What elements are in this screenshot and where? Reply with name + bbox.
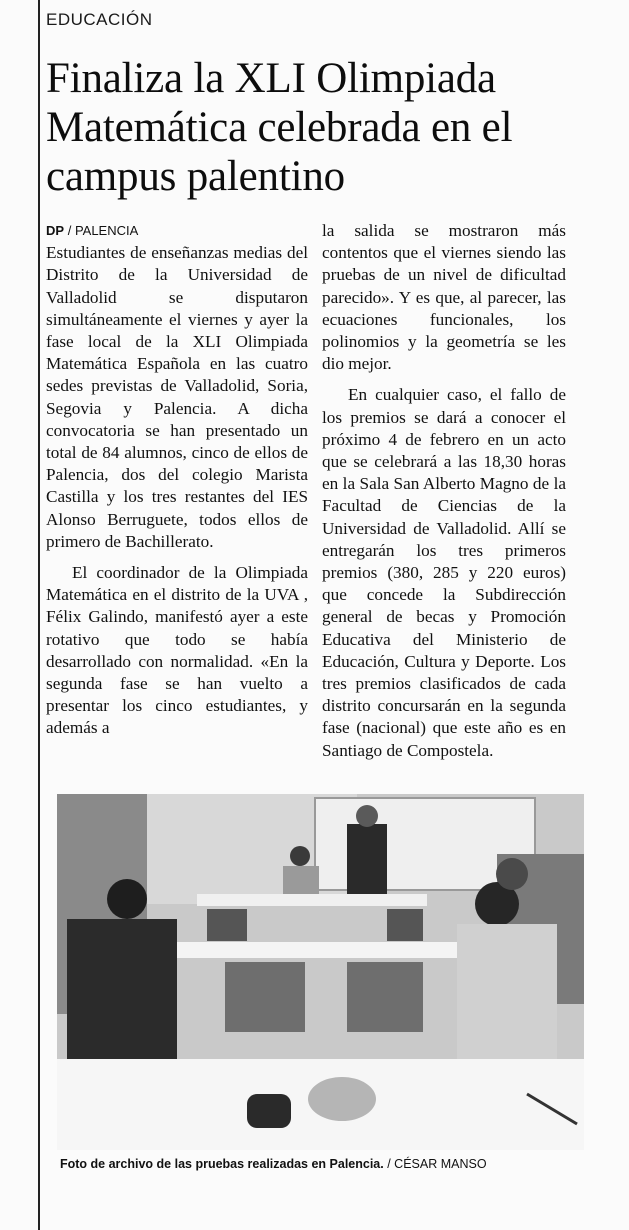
byline-agency: DP [46,223,65,238]
photo-caption [60,1157,487,1171]
article-column-2 [322,220,566,762]
photo-student [457,924,557,1059]
byline [46,220,308,242]
byline-location: PALENCIA [74,223,139,238]
caption-text: Foto de archivo de las pruebas realizadas en Palencia. [60,1157,384,1171]
page-edge-rule [38,0,40,1230]
byline-separator: / [67,223,72,238]
photo-chair [225,962,305,1032]
headline: Finaliza la XLI Olimpiada Matemática celebrada en el campus palentino [46,55,513,200]
photo-student-head [290,846,310,866]
section-label: EDUCACIÓN [46,10,153,29]
photo-chair [347,962,423,1032]
photo-teacher-head [356,805,378,827]
photo-student [283,866,319,896]
classroom-photo [57,794,584,1150]
photo-teacher [347,824,387,896]
classroom-photo-drawing [57,794,584,1150]
photo-chair [207,909,247,941]
photo-pencil-case [247,1094,291,1128]
article-column-1 [46,220,308,740]
photo-credit: / CÉSAR MANSO [387,1157,487,1171]
photo-chair [387,909,423,941]
photo-student-head [107,879,147,919]
paragraph: En cualquier caso, el fallo de los premios se dará a conocer el próximo 4 de febrero en un acto que se celebrará a las 18,30 horas en la Sala San Alberto Magno de la Facultad de Ciencias de la Universidad de Valladolid. Allí se entregarán los tres primeros premios (380, 285 y 220 euros) que concede la Subdirección general de becas y Promoción Educativa del Ministerio de Educación, Cultura y Deporte. Los tres premios clasificados de cada distrito concursarán en la segunda fase (nacional) que este año es en Santiago de Compostela. [322,385,566,760]
paragraph: la salida se mostraron más contentos que el viernes siendo las pruebas de un nivel de dificultad parecido». Y es que, al parecer, las ecuaciones funcionales, los polinomios y la geometría se les dio mejor. [322,221,566,374]
photo-student [67,919,177,1059]
photo-student-head [496,858,528,890]
photo-table [197,894,427,906]
paragraph: El coordinador de la Olimpiada Matemática en el distrito de la UVA , Félix Galindo, manifestó ayer a este rotativo que todo se había desarrollado con normalidad. «En la segunda fase se han vuelto a presentar los cinco estudiantes, y además a [46,563,308,738]
photo-hand [308,1077,376,1121]
paragraph: Estudiantes de enseñanzas medias del Distrito de la Universidad de Valladolid se disputaron simultáneamente el viernes y ayer la fase local de la XLI Olimpiada Matemática Española en las cuatro sedes previstas de Valladolid, Soria, Segovia y Palencia. A dicha convocatoria se han presentado un total de 84 alumnos, cinco de ellos de Palencia, dos del colegio Marista Castilla y los tres restantes del IES Alonso Berruguete, todos ellos de primero de Bachillerato. [46,243,308,551]
